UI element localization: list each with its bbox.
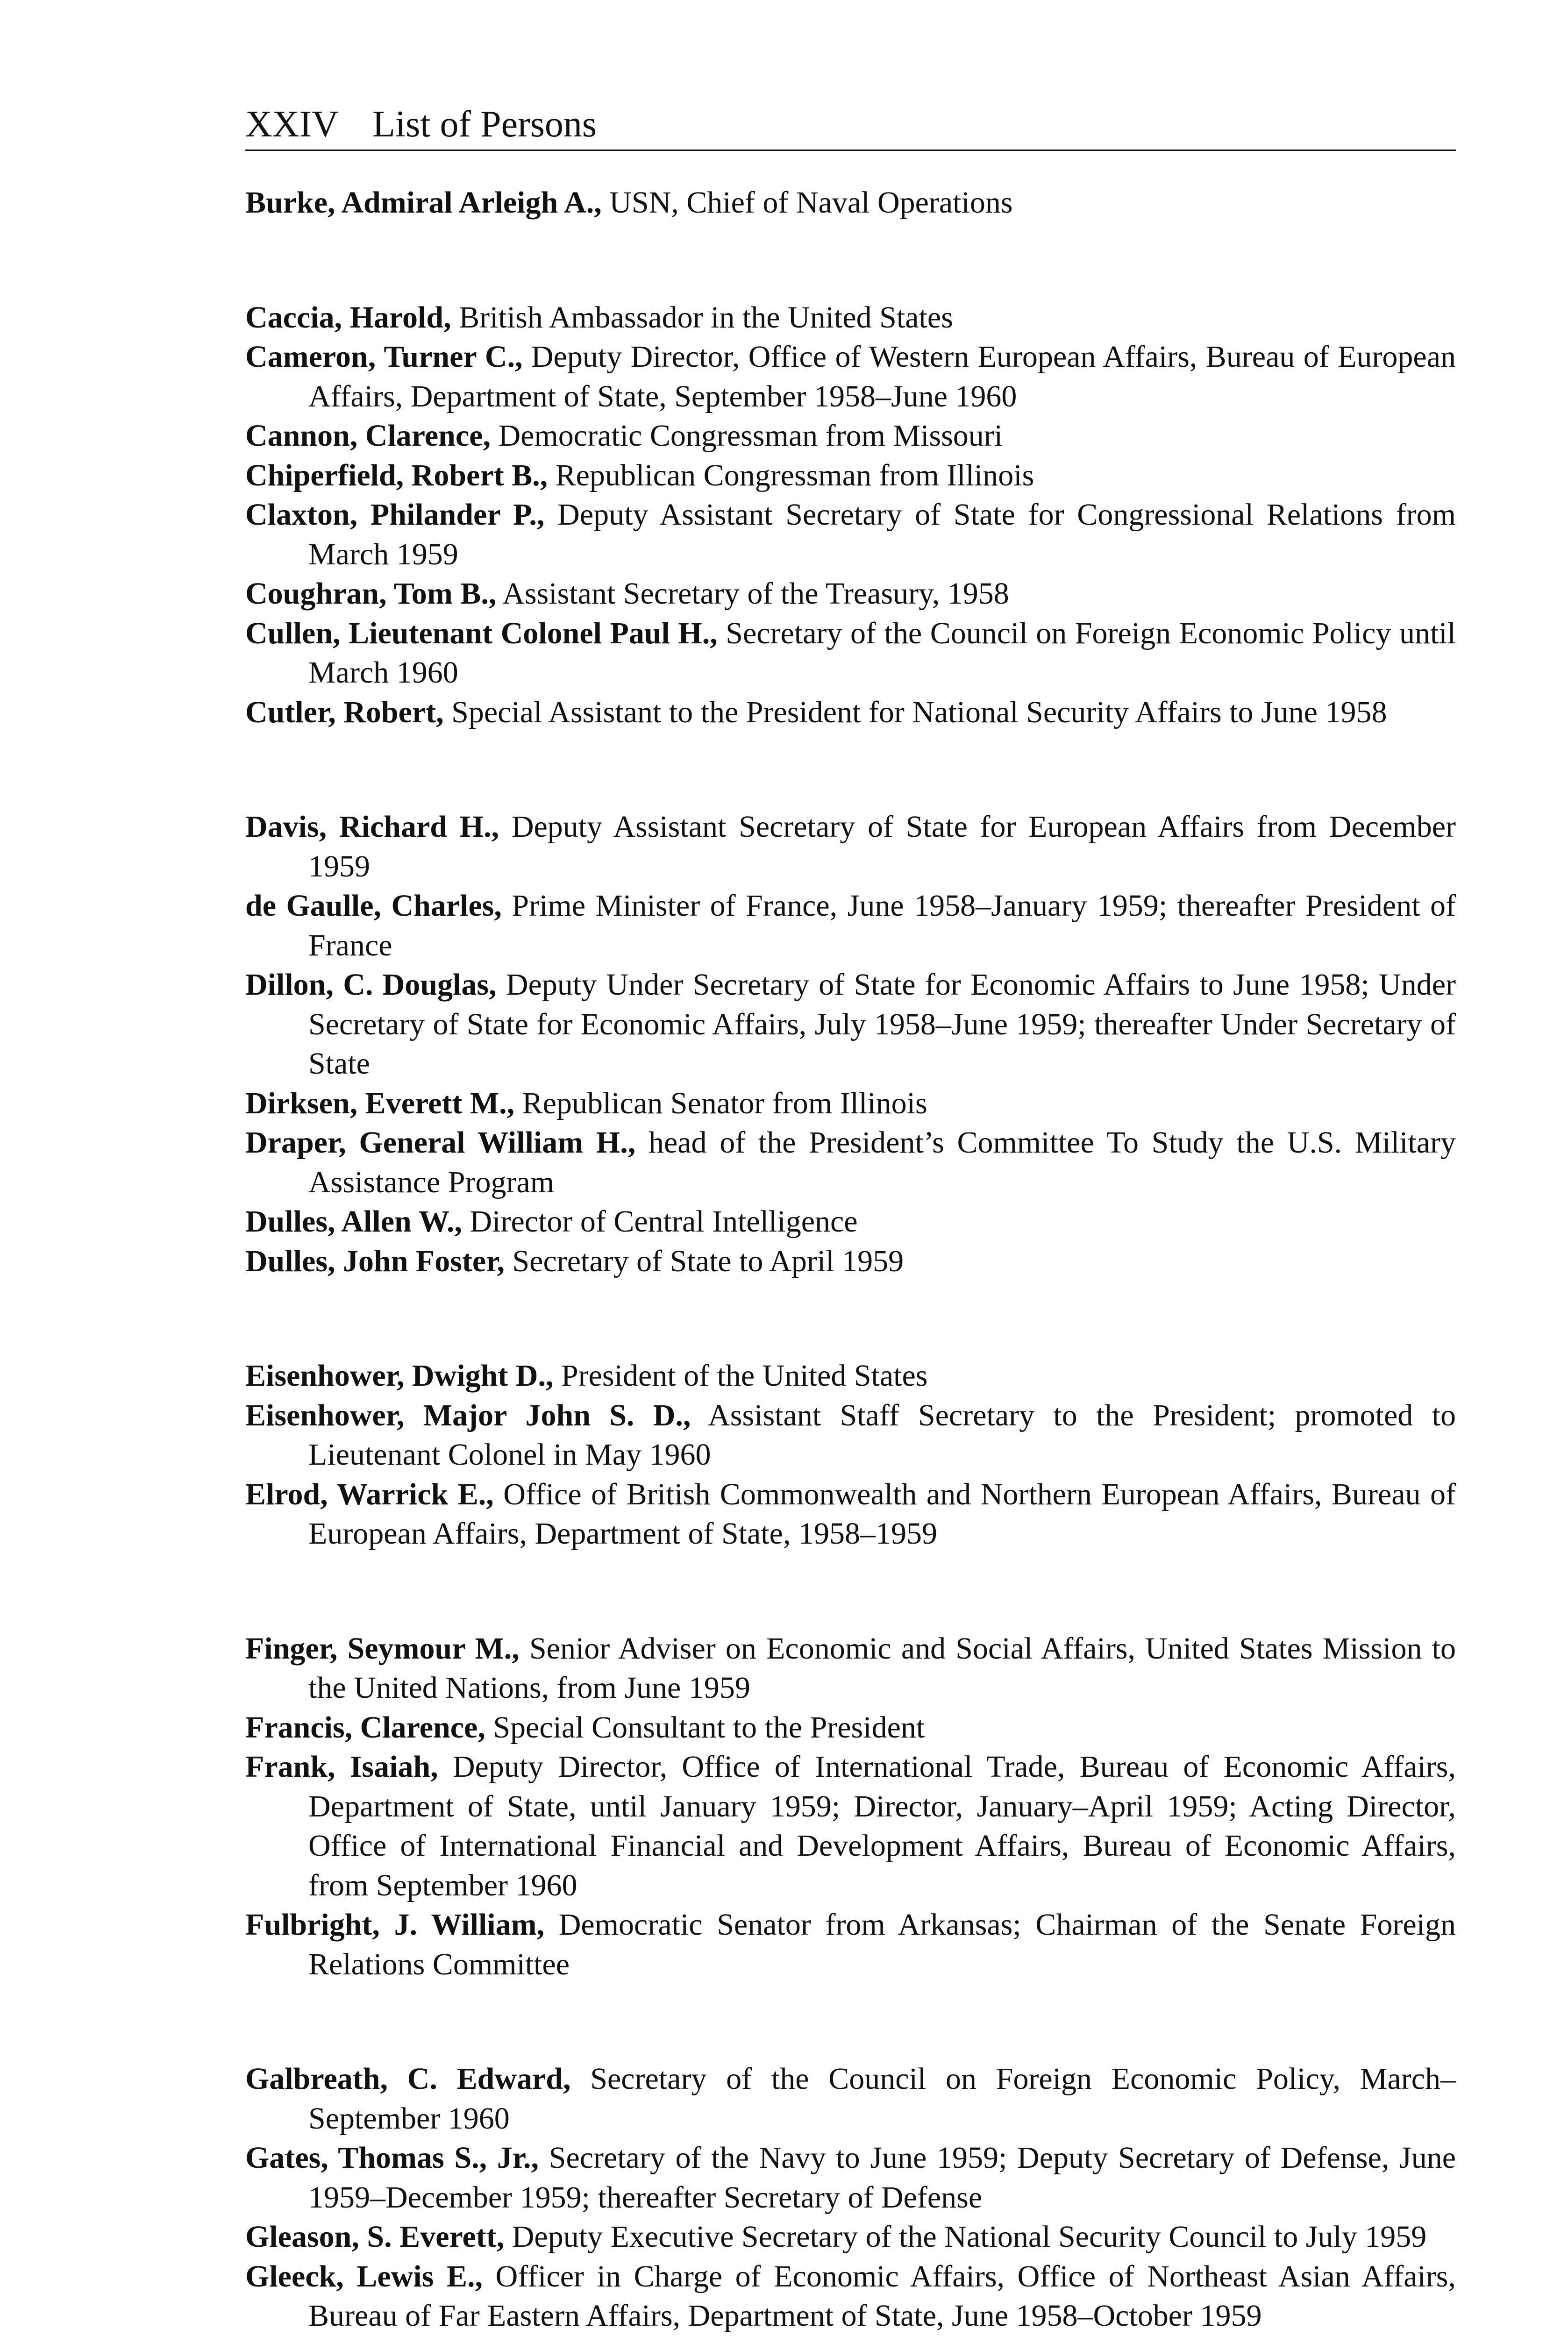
letter-group-b [245,183,1456,223]
person-name: Gleason, S. Everett, [245,2220,505,2254]
person-name: Francis, Clarence, [245,1710,485,1745]
person-name: Draper, General William H., [245,1125,636,1160]
person-description: Deputy Executive Secretary of the National Security Council to July 1959 [504,2220,1427,2254]
person-description: Special Consultant to the President [485,1710,925,1745]
person-name: Elrod, Warrick E., [245,1477,494,1511]
person-name: Eisenhower, Major John S. D., [245,1398,691,1432]
person-name: Claxton, Philander P., [245,498,545,532]
person-description: Deputy Under Secretary of State for Economic Affairs to June 1958; Under Secretary of State for Economic Affairs, July 1958–June 1959; thereafter Under Secretary of State [308,968,1456,1081]
person-name: Cutler, Robert, [245,695,444,729]
person-description: Secretary of the Navy to June 1959; Deputy Secretary of Defense, June 1959–December 1959; thereafter Secretary of Defense [308,2141,1456,2215]
person-entry [245,2138,1456,2217]
person-description: Secretary of the Council on Foreign Economic Policy, March–September 1960 [308,2062,1456,2136]
letter-group-f [245,1629,1456,1985]
person-entry [245,1202,1456,1242]
person-entry [245,1084,1456,1124]
person-description: Democratic Congressman from Missouri [490,419,1003,453]
person-name: Finger, Seymour M., [245,1631,520,1666]
person-description: Republican Congressman from Illinois [548,458,1034,492]
person-description: Prime Minister of France, June 1958–January 1959; thereafter President of France [308,889,1456,962]
person-description: head of the President’s Committee To Study the U.S. Military Assistance Program [308,1125,1456,1199]
person-entry [245,416,1456,456]
person-description: Deputy Director, Office of International Trade, Bureau of Economic Affairs, Department of State, until January 1959; Director, January–April 1959; Acting Director, Office of International Financial and Development Affairs, Bureau of Economic Affairs, from September 1960 [308,1750,1456,1902]
person-entry [245,574,1456,614]
person-name: Caccia, Harold, [245,300,451,335]
running-title: List of Persons [372,104,597,145]
person-entry [245,2217,1456,2257]
person-description: Assistant Secretary of the Treasury, 1958 [496,577,1009,611]
person-entry [245,1242,1456,1282]
person-entry [245,693,1456,733]
letter-group-d [245,807,1456,1281]
person-description: Secretary of State to April 1959 [504,1244,904,1278]
person-description: Deputy Assistant Secretary of State for Congressional Relations from March 1959 [308,498,1456,571]
person-description: Republican Senator from Illinois [514,1086,927,1120]
person-name: Coughran, Tom B., [245,577,497,611]
person-entry [245,456,1456,496]
person-description: Director of Central Intelligence [462,1204,858,1239]
person-name: Galbreath, C. Edward, [245,2062,571,2096]
person-entry [245,965,1456,1084]
person-description: Office of British Commonwealth and Northern European Affairs, Bureau of European Affairs, Department of State, 1958–1959 [308,1477,1456,1551]
person-entry [245,183,1456,223]
person-name: Dirksen, Everett M., [245,1086,515,1120]
person-name: Gates, Thomas S., Jr., [245,2141,539,2175]
person-entry [245,1356,1456,1396]
person-name: Dulles, John Foster, [245,1244,505,1278]
person-description: Deputy Assistant Secretary of State for European Affairs from December 1959 [308,810,1456,883]
person-description: Deputy Director, Office of Western European Affairs, Bureau of European Affairs, Department of State, September 1958–June 1960 [308,340,1456,413]
person-name: Fulbright, J. William, [245,1908,545,1942]
person-entry [245,1905,1456,1984]
persons-list [245,183,1456,2336]
person-name: Eisenhower, Dwight D., [245,1359,554,1393]
person-description: USN, Chief of Naval Operations [601,185,1013,220]
person-entry [245,2257,1456,2336]
person-entry [245,298,1456,338]
person-entry [245,1123,1456,1202]
person-entry [245,1629,1456,1708]
person-description: Officer in Charge of Economic Affairs, Office of Northeast Asian Affairs, Bureau of Far Eastern Affairs, Department of State, June 1958–October 1959 [308,2259,1456,2333]
person-description: British Ambassador in the United States [451,300,953,335]
person-entry [245,807,1456,886]
person-name: Frank, Isaiah, [245,1750,438,1784]
person-entry [245,1475,1456,1554]
person-entry [245,886,1456,965]
person-entry [245,614,1456,693]
person-description: Special Assistant to the President for National Security Affairs to June 1958 [443,695,1387,729]
person-name: de Gaulle, Charles, [245,889,502,923]
person-description: Secretary of the Council on Foreign Economic Policy until March 1960 [308,616,1456,690]
letter-group-c [245,298,1456,733]
page-number: XXIV [245,104,339,145]
person-entry [245,2059,1456,2138]
letter-group-g [245,2059,1456,2336]
person-name: Dulles, Allen W., [245,1204,462,1239]
person-entry [245,1708,1456,1748]
person-name: Chiperfield, Robert B., [245,458,548,492]
person-name: Burke, Admiral Arleigh A., [245,185,602,220]
person-entry [245,1747,1456,1905]
person-name: Gleeck, Lewis E., [245,2259,483,2293]
person-name: Cannon, Clarence, [245,419,491,453]
person-name: Cameron, Turner C., [245,340,523,374]
person-entry [245,337,1456,416]
person-description: Assistant Staff Secretary to the President; promoted to Lieutenant Colonel in May 1960 [308,1398,1456,1472]
person-description: Democratic Senator from Arkansas; Chairman of the Senate Foreign Relations Committee [308,1908,1456,1981]
person-description: Senior Adviser on Economic and Social Affairs, United States Mission to the United Nations, from June 1959 [308,1631,1456,1705]
person-entry [245,495,1456,574]
running-header [245,100,1456,151]
person-name: Cullen, Lieutenant Colonel Paul H., [245,616,718,650]
person-name: Dillon, C. Douglas, [245,968,497,1002]
person-name: Davis, Richard H., [245,810,499,844]
person-entry [245,1396,1456,1475]
person-description: President of the United States [553,1359,928,1393]
letter-group-e [245,1356,1456,1554]
